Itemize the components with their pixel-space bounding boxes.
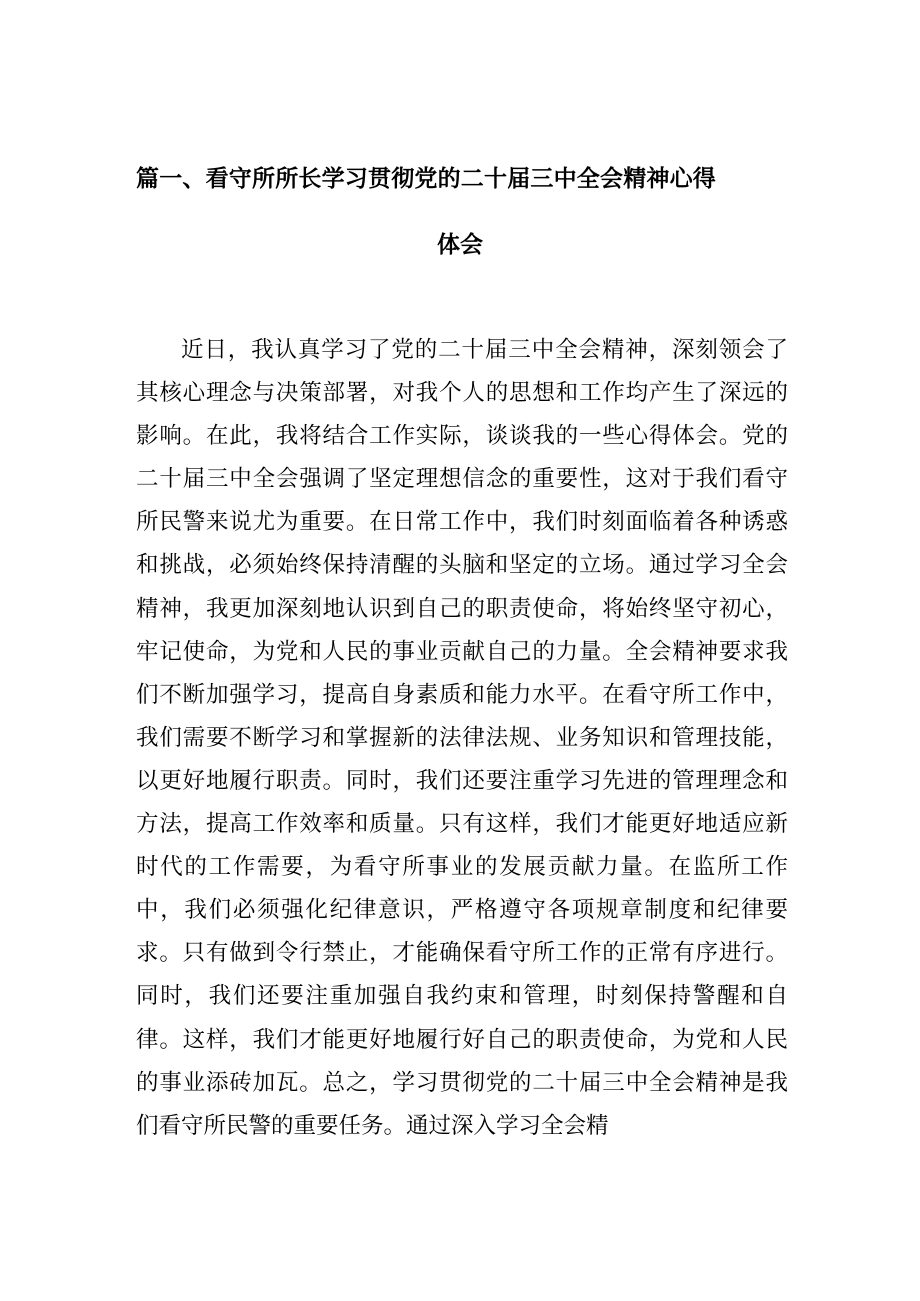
document-body-paragraph: 近日，我认真学习了党的二十届三中全会精神，深刻领会了其核心理念与决策部署，对我个人的思想和工作均产生了深远的影响。在此，我将结合工作实际，谈谈我的一些心得体会。党的二十届三中全会强调了坚定理想信念的重要性，这对于我们看守所民警来说尤为重要。在日常工作中，我们时刻面临着各种诱惑和挑战，必须始终保持清醒的头脑和坚定的立场。通过学习全会精神，我更加深刻地认识到自己的职责使命，将始终坚守初心，牢记使命，为党和人民的事业贡献自己的力量。全会精神要求我们不断加强学习，提高自身素质和能力水平。在看守所工作中，我们需要不断学习和掌握新的法律法规、业务知识和管理技能，以更好地履行职责。同时，我们还要注重学习先进的管理理念和方法，提高工作效率和质量。只有这样，我们才能更好地适应新时代的工作需要，为看守所事业的发展贡献力量。在监所工作中，我们必须强化纪律意识，严格遵守各项规章制度和纪律要求。只有做到令行禁止，才能确保看守所工作的正常有序进行。同时，我们还要注重加强自我约束和管理，时刻保持警醒和自律。这样，我们才能更好地履行好自己的职责使命，为党和人民的事业添砖加瓦。总之，学习贯彻党的二十届三中全会精神是我们看守所民警的重要任务。通过深入学习全会精 bbox=[136, 337, 788, 1139]
document-title-line-2: 体会 bbox=[437, 232, 483, 258]
document-title-line-1: 篇一、看守所所长学习贯彻党的二十届三中全会精神心得 bbox=[136, 166, 716, 192]
